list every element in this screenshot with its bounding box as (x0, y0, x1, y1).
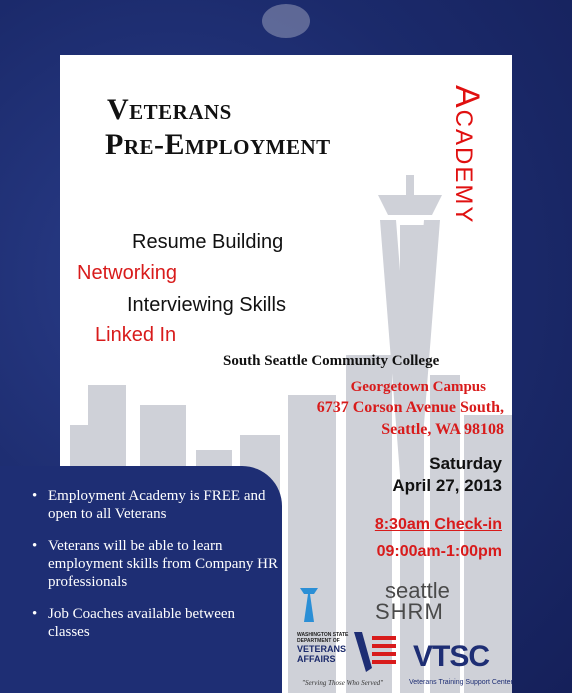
college-name: South Seattle Community College (223, 353, 440, 369)
clipboard-clip (262, 4, 310, 38)
vtsc-logo: VTSC (413, 640, 490, 673)
skill-interviewing: Interviewing Skills (127, 294, 286, 316)
event-hours: 09:00am-1:00pm (376, 543, 502, 560)
event-date: April 27, 2013 (392, 476, 502, 495)
title-veterans: Veterans (107, 93, 232, 126)
title-academy-vertical: Academy (448, 85, 486, 225)
shrm-logo-text: SHRM (375, 599, 444, 624)
skill-linkedin: Linked In (95, 324, 177, 346)
list-item: • Veterans will be able to learn employment skills from Company HR professionals (28, 537, 280, 591)
skill-networking: Networking (77, 262, 178, 284)
address-city: Seattle, WA 98108 (381, 421, 504, 438)
title-pre-employment: Pre-Employment (105, 128, 331, 161)
checkin-time: 8:30am Check-in (374, 516, 502, 533)
list-item: • Employment Academy is FREE and open to all Veterans (28, 487, 280, 523)
shrm-logo-seattle: seattle (385, 578, 450, 603)
wdva-motto: "Serving Those Who Served" (302, 679, 384, 687)
skill-resume-building: Resume Building (132, 231, 284, 253)
address-street: 6737 Corson Avenue South, (316, 399, 504, 416)
wdva-logo: WASHINGTON STATE DEPARTMENT OF VETERANS AFFAIRS (297, 632, 349, 664)
info-bullet-list (28, 487, 280, 655)
vtsc-subtitle: Veterans Training Support Center (409, 679, 513, 686)
campus-name: Georgetown Campus (350, 379, 486, 395)
space-needle-icon (296, 578, 376, 624)
va-flag-icon (352, 630, 398, 674)
event-day: Saturday (429, 454, 502, 473)
list-item: • Job Coaches available between classes (28, 605, 280, 641)
